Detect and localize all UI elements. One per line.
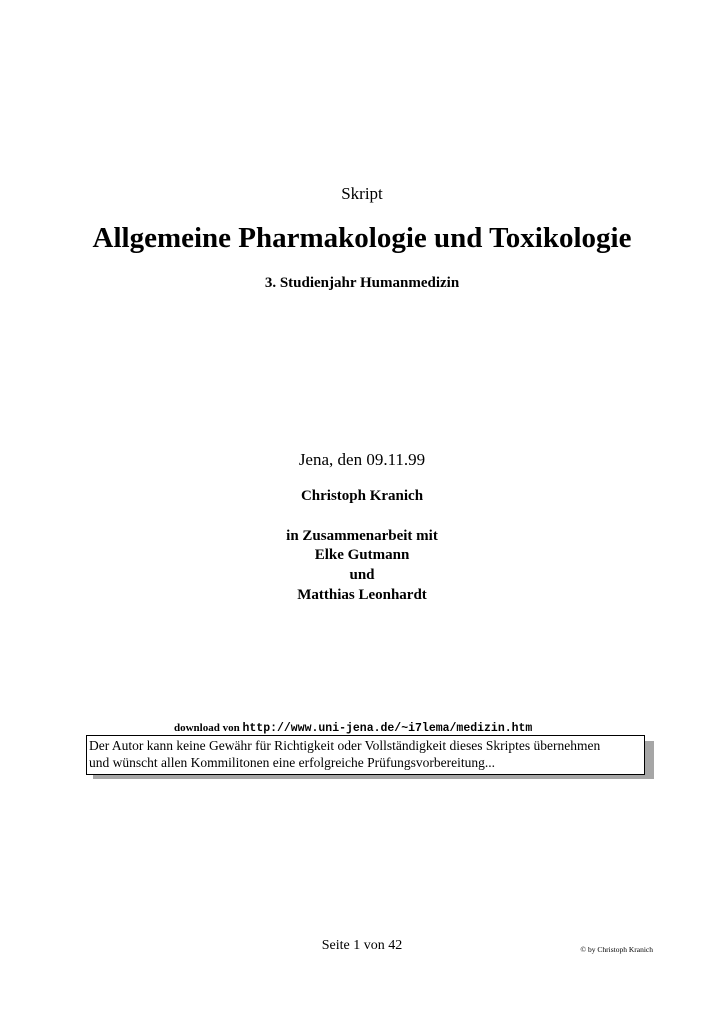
download-line bbox=[174, 722, 532, 735]
disclaimer-line: und wünscht allen Kommilitonen eine erfolgreiche Prüfungsvorbereitung... bbox=[89, 755, 496, 770]
document-title: Allgemeine Pharmakologie und Toxikologie bbox=[92, 222, 632, 254]
document-label: Skript bbox=[341, 184, 383, 203]
document-subtitle: 3. Studienjahr Humanmedizin bbox=[264, 275, 460, 291]
collaborator-name: Elke Gutmann bbox=[314, 547, 410, 563]
collaboration-intro: in Zusammenarbeit mit bbox=[286, 528, 438, 544]
disclaimer-box bbox=[86, 735, 645, 775]
collaboration-conjunction: und bbox=[349, 567, 375, 583]
place-date: Jena, den 09.11.99 bbox=[298, 450, 426, 469]
disclaimer-line: Der Autor kann keine Gewähr für Richtigkeit oder Vollständigkeit dieses Skriptes übernehmen bbox=[89, 738, 601, 753]
page-number: Seite 1 von 42 bbox=[321, 938, 403, 953]
copyright-notice: © by Christoph Kranich bbox=[580, 945, 653, 954]
download-url-link[interactable]: http://www.uni-jena.de/~i7lema/medizin.htm bbox=[242, 722, 533, 735]
collaborator-name: Matthias Leonhardt bbox=[297, 587, 427, 603]
download-prefix: download von bbox=[174, 722, 240, 734]
author-name: Christoph Kranich bbox=[300, 488, 424, 504]
